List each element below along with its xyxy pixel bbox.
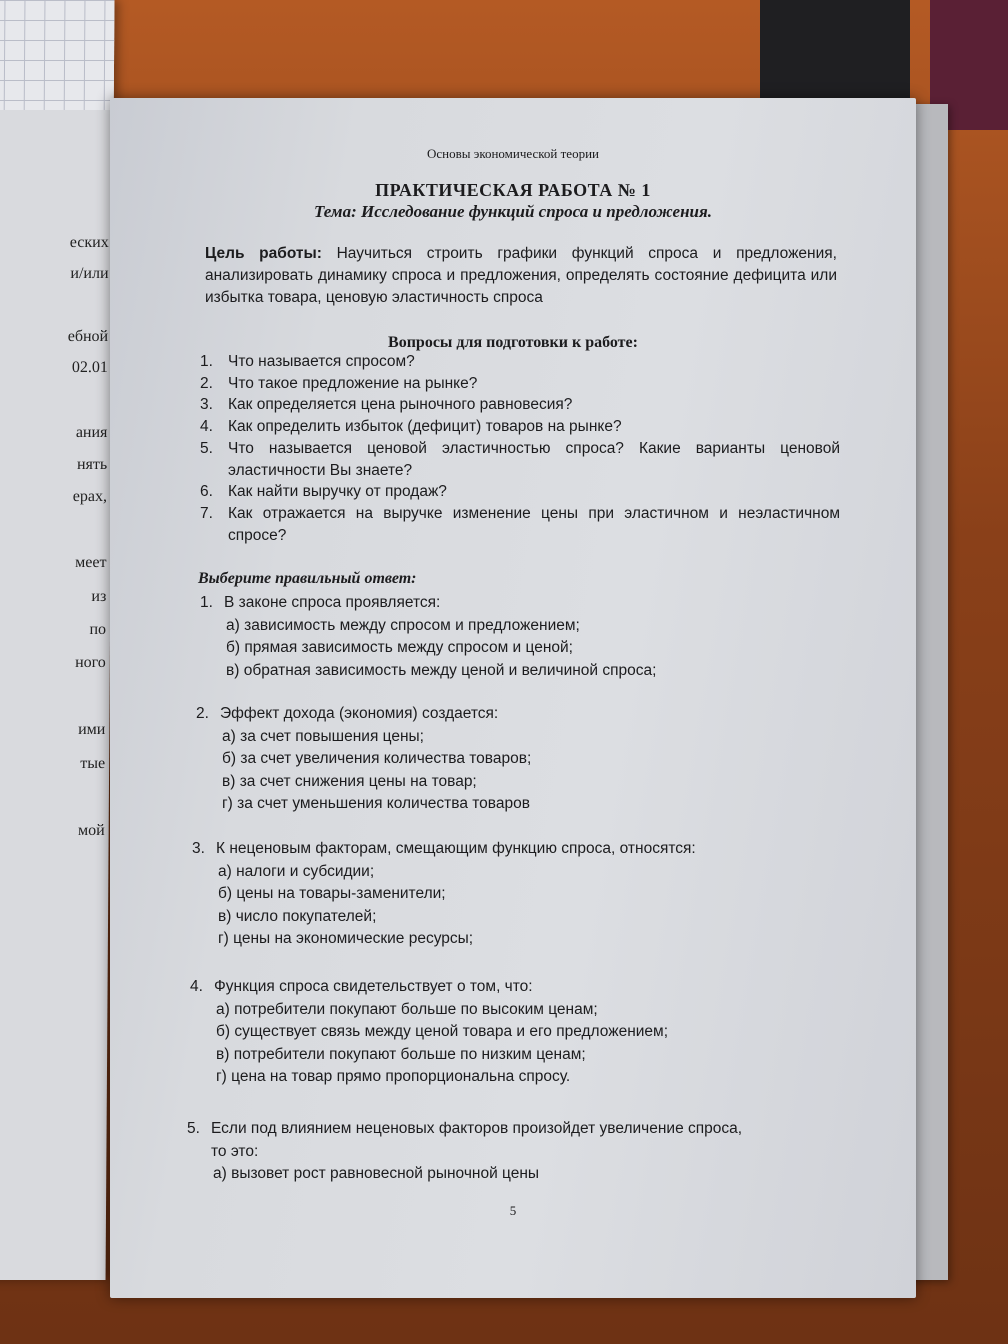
left-fragment: по — [89, 621, 107, 638]
preparation-heading: Вопросы для подготовки к работе: — [388, 334, 638, 351]
question-number: 7. — [200, 504, 213, 522]
task-stem: Функция спроса свидетельствует о том, что: — [214, 978, 533, 995]
answer-option: б) существует связь между ценой товара и его предложением; — [216, 1023, 668, 1040]
question-text: Что такое предложение на рынке? — [228, 374, 478, 392]
list-item — [200, 481, 840, 503]
question-number: 3. — [200, 396, 213, 414]
answer-option: а) налоги и субсидии; — [218, 862, 375, 880]
answer-option: а) потребители покупают больше по высоким ценам; — [216, 1000, 598, 1018]
task-stem-continuation: то это: — [211, 1142, 259, 1160]
question-text: Что называется спросом? — [228, 353, 415, 370]
task-number: 3. — [192, 840, 205, 857]
question-text: Как найти выручку от продаж? — [228, 483, 447, 501]
left-fragment: ания — [75, 424, 108, 441]
test-task-5 — [187, 1118, 877, 1186]
task-stem: Если под влиянием неценовых факторов произойдет увеличение спроса, — [211, 1120, 743, 1137]
goal-paragraph — [205, 243, 837, 309]
answer-option: б) цены на товары-заменители; — [218, 885, 446, 902]
answer-option: в) за счет снижения цены на товар; — [222, 772, 477, 790]
task-stem: Эффект дохода (экономия) создается: — [220, 705, 499, 722]
page-content — [110, 98, 916, 1298]
task-stem: К неценовым факторам, смещающим функцию спроса, относятся: — [216, 840, 696, 857]
document-page — [110, 98, 916, 1298]
left-fragment: и/или — [70, 265, 109, 282]
question-text: Как определить избыток (дефицит) товаров на рынке? — [228, 418, 622, 436]
left-fragment: ного — [75, 654, 106, 671]
desk-dark-stripe — [760, 0, 910, 110]
running-header: Основы экономической теории — [427, 146, 599, 161]
test-task-2 — [196, 703, 846, 816]
question-text: Как отражается на выручке изменение цены при эластичном и неэластичном спросе? — [228, 504, 840, 544]
task-stem: В законе спроса проявляется: — [224, 594, 441, 611]
test-task-1 — [200, 592, 850, 682]
question-number: 4. — [200, 418, 213, 436]
question-text: Что называется ценовой эластичностью спроса? Какие варианты ценовой эластичности Вы знаете? — [228, 439, 840, 479]
goal-label: Цель работы: — [205, 245, 322, 262]
graph-paper-corner — [0, 0, 114, 110]
test-task-3 — [192, 838, 872, 951]
left-fragment: нять — [76, 456, 108, 473]
task-number: 4. — [190, 978, 203, 995]
answer-option: в) число покупателей; — [218, 907, 377, 925]
left-fragment: меет — [75, 554, 107, 571]
answer-option: б) прямая зависимость между спросом и ценой; — [226, 639, 573, 656]
left-fragment: еских — [69, 234, 109, 251]
answer-option: а) вызовет рост равновесной рыночной цены — [213, 1165, 540, 1182]
left-fragment: из — [91, 588, 107, 605]
task-number: 2. — [196, 705, 209, 722]
page-subtitle: Тема: Исследование функций спроса и предложения. — [314, 202, 712, 221]
left-fragment: тые — [80, 755, 106, 772]
answer-option: г) за счет уменьшения количества товаров — [222, 795, 530, 812]
question-number: 1. — [200, 353, 213, 370]
left-fragment: мой — [77, 822, 105, 839]
answer-option: г) цены на экономические ресурсы; — [218, 930, 474, 947]
list-item — [200, 503, 840, 546]
task-number: 1. — [200, 594, 213, 611]
question-text: Как определяется цена рыночного равновесия? — [228, 396, 573, 414]
question-number: 6. — [200, 483, 213, 501]
page-title: ПРАКТИЧЕСКАЯ РАБОТА № 1 — [375, 180, 651, 200]
answer-option: а) зависимость между спросом и предложением; — [226, 616, 580, 634]
preparation-questions — [200, 351, 840, 546]
list-item — [200, 373, 840, 395]
task-number: 5. — [187, 1120, 200, 1137]
test-task-4 — [190, 976, 840, 1089]
answer-option: г) цена на товар прямо пропорциональна спросу. — [216, 1068, 571, 1085]
left-notebook-page — [0, 0, 114, 1280]
list-item — [200, 394, 840, 416]
list-item — [200, 416, 840, 438]
list-item — [200, 438, 840, 481]
list-item — [200, 351, 840, 373]
goal-text: Научиться строить графики функций спроса и предложения, анализировать динамику спроса и предложения, определять состояние дефицита или избытка товара, ценовую эластичность спроса — [205, 245, 837, 306]
question-number: 2. — [200, 374, 213, 392]
test-heading: Выберите правильный ответ: — [198, 570, 417, 587]
page-number: 5 — [509, 1203, 517, 1218]
left-fragment: 02.01 — [71, 359, 108, 376]
left-fragment: ерах, — [72, 488, 108, 505]
answer-option: а) за счет повышения цены; — [222, 727, 424, 745]
answer-option: в) потребители покупают больше по низким ценам; — [216, 1045, 586, 1063]
left-fragment: ими — [78, 721, 106, 738]
answer-option: в) обратная зависимость между ценой и величиной спроса; — [226, 661, 657, 679]
left-fragment: ебной — [67, 328, 109, 345]
question-number: 5. — [200, 439, 213, 457]
answer-option: б) за счет увеличения количества товаров; — [222, 750, 532, 767]
